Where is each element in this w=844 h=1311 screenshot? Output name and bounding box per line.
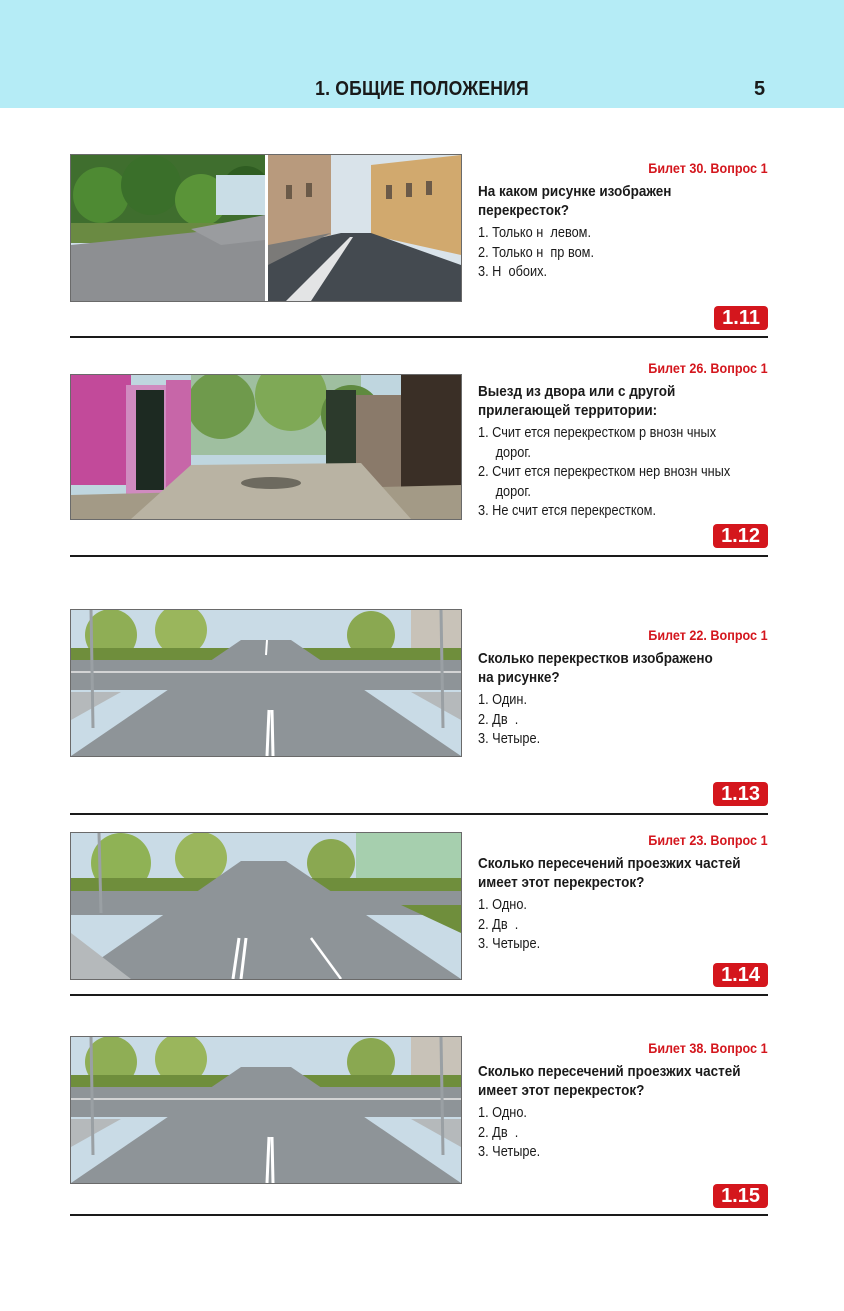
illustration-intersection-2 — [70, 832, 462, 980]
answer-line: 2. Счит ется перекрестком нер внозн чных — [478, 464, 731, 480]
answer-option — [478, 424, 760, 463]
section-divider — [70, 1214, 768, 1216]
answer-line: 1. Счит ется перекрестком р внозн чных — [478, 425, 717, 441]
ticket-label: Билет 38. Вопрос 1 — [648, 1040, 768, 1056]
illustration-courtyard-exit — [70, 374, 462, 520]
answer-option: 3. Н обоих. — [478, 264, 548, 280]
question-line: Сколько пересечений проезжих частей — [478, 1063, 741, 1080]
illustration-intersection-1 — [70, 609, 462, 757]
ticket-label: Билет 30. Вопрос 1 — [648, 160, 768, 176]
answer-option: 3. Четыре. — [478, 936, 541, 952]
page-header — [0, 0, 844, 108]
ticket-label: Билет 22. Вопрос 1 — [648, 627, 768, 643]
section-divider — [70, 813, 768, 815]
answer-option: 2. Дв . — [478, 916, 519, 933]
answer-option: 2. Дв . — [478, 1124, 519, 1141]
question-number-badge: 1.14 — [713, 963, 768, 987]
question-line: Сколько перекрестков изображено — [478, 650, 713, 667]
answer-list — [478, 691, 760, 750]
answer-option: 1. Одно. — [478, 1105, 527, 1121]
question-block-1-14 — [70, 832, 768, 998]
answer-option: 2. Дв . — [478, 711, 519, 728]
question-line: На каком рисунке изображен — [478, 183, 672, 200]
answer-option — [478, 463, 760, 502]
section-divider — [70, 994, 768, 996]
question-block-1-12 — [70, 360, 768, 558]
question-line: прилегающей территории: — [478, 402, 658, 419]
page-number: 5 — [754, 78, 766, 100]
ticket-label: Билет 23. Вопрос 1 — [648, 832, 768, 848]
question-number-badge: 1.11 — [714, 306, 768, 330]
answer-option: 3. Четыре. — [478, 1144, 541, 1160]
answer-option: 3. Четыре. — [478, 731, 541, 747]
answer-line-continued: дорог. — [495, 444, 531, 461]
question-line: на рисунке? — [478, 669, 560, 686]
question-line: имеет этот перекресток? — [478, 874, 645, 891]
answer-option: 1. Только н левом. — [478, 225, 591, 241]
question-line: перекресток? — [478, 202, 569, 219]
question-line: имеет этот перекресток? — [478, 1082, 645, 1099]
question-number-badge: 1.12 — [713, 524, 768, 548]
question-text — [478, 382, 748, 420]
answer-list — [478, 1104, 760, 1163]
answer-list — [478, 896, 760, 955]
answer-option — [478, 502, 760, 522]
question-text — [478, 854, 748, 892]
answer-option: 1. Один. — [478, 692, 528, 708]
answer-line-continued: дорог. — [495, 483, 531, 500]
question-number-badge: 1.15 — [713, 1184, 768, 1208]
question-line: Выезд из двора или с другой — [478, 383, 676, 400]
answer-list — [478, 424, 760, 522]
question-text — [478, 649, 748, 687]
section-divider — [70, 555, 768, 557]
answer-option: 2. Только н пр вом. — [478, 244, 595, 261]
question-text — [478, 1062, 748, 1100]
question-text — [478, 182, 748, 220]
illustration-intersection-3 — [70, 1036, 462, 1184]
question-line: Сколько пересечений проезжих частей — [478, 855, 741, 872]
question-block-1-15 — [70, 1036, 768, 1218]
ticket-label: Билет 26. Вопрос 1 — [648, 360, 768, 376]
answer-line: 3. Не счит ется перекрестком. — [478, 503, 656, 519]
answer-option: 1. Одно. — [478, 897, 527, 913]
answer-list — [478, 224, 760, 283]
chapter-title: 1. ОБЩИЕ ПОЛОЖЕНИЯ — [315, 78, 529, 100]
illustration-two-roads — [70, 154, 462, 302]
question-block-1-11 — [70, 154, 768, 338]
question-number-badge: 1.13 — [713, 782, 768, 806]
question-block-1-13 — [70, 609, 768, 817]
section-divider — [70, 336, 768, 338]
